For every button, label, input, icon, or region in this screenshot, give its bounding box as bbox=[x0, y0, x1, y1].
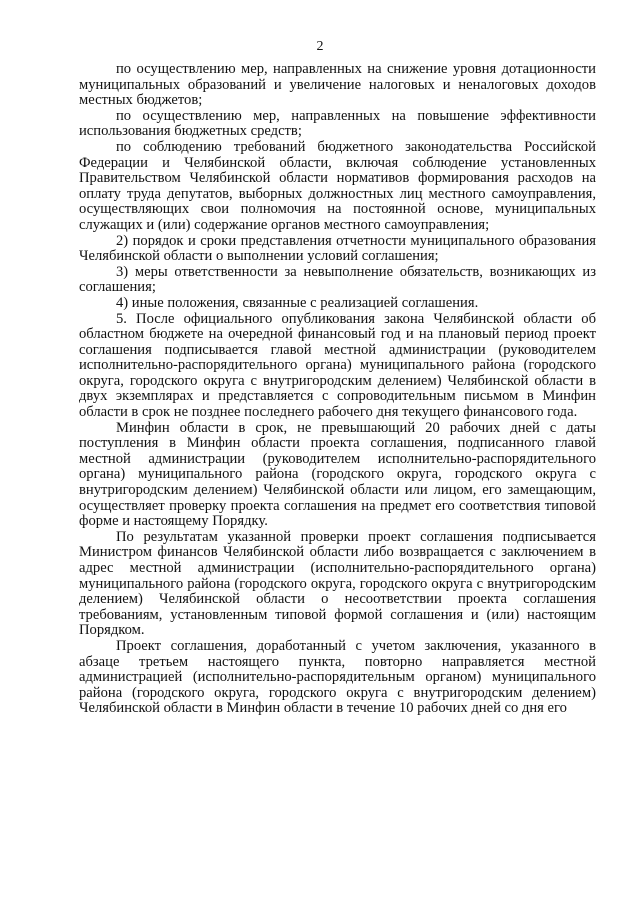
paragraph-8: Минфин области в срок, не превышающий 20 рабочих дней с даты поступления в Минфин области проекта соглашения, подписанного главой местной администрации (руководителем исполнительно-распорядительного органа) муниципального района (городского округа, городского округа с внутригородским делением) Челябинской области или лицом, его замещающим, осуществляет проверку проекта соглашения на предмет его соответствия типовой форме и настоящему Порядку. bbox=[79, 419, 596, 530]
paragraph-10: Проект соглашения, доработанный с учетом заключения, указанного в абзаце третьем настоящего пункта, повторно направляется местной администрацией (исполнительно-распорядительным органом) муниципального района (городского округа, городского округа с внутригородским делением) Челябинской области в Минфин области в течение 10 рабочих дней со дня его bbox=[79, 637, 596, 717]
page-number: 2 bbox=[316, 39, 324, 54]
paragraph-1: по осуществлению мер, направленных на снижение уровня дотационности муниципальных образований и увеличение налоговых и неналоговых доходов местных бюджетов; bbox=[79, 61, 596, 109]
paragraph-2: по осуществлению мер, направленных на повышение эффективности использования бюджетных средств; bbox=[79, 107, 596, 140]
paragraph-4: 2) порядок и сроки представления отчетности муниципального образования Челябинской области о выполнении условий соглашения; bbox=[79, 232, 596, 265]
paragraph-3: по соблюдению требований бюджетного законодательства Российской Федерации и Челябинской области, включая соблюдение установленных Правительством Челябинской области нормативов формирования расходов на оплату труда депутатов, выборных должностных лиц местного самоуправления, осуществляющих свои полномочия на постоянной основе, муниципальных служащих и (или) содержание органов местного самоуправления; bbox=[79, 138, 596, 233]
paragraph-7: 5. После официального опубликования закона Челябинской области об областном бюджете на очередной финансовый год и на плановый период проект соглашения подписывается главой местной администрации (руководителем исполнительно-распорядительного органа) муниципального района (городского округа, городского округа с внутригородским делением) Челябинской области в двух экземплярах и представляется с сопроводительным письмом в Минфин области в срок не позднее последнего рабочего дня текущего финансового года. bbox=[79, 310, 596, 421]
paragraph-6: 4) иные положения, связанные с реализацией соглашения. bbox=[116, 294, 479, 311]
document-body bbox=[79, 62, 596, 717]
paragraph-5: 3) меры ответственности за невыполнение обязательств, возникающих из соглашения; bbox=[79, 263, 596, 296]
paragraph-9: По результатам указанной проверки проект соглашения подписывается Министром финансов Челябинской области либо возвращается с заключением в адрес местной администрации (исполнительно-распорядительного органа) муниципального района (городского округа, городского округа с внутригородским делением) Челябинской области о несоответствии проекта соглашения требованиям, установленным типовой формой соглашения и (или) настоящим Порядком. bbox=[79, 528, 596, 639]
